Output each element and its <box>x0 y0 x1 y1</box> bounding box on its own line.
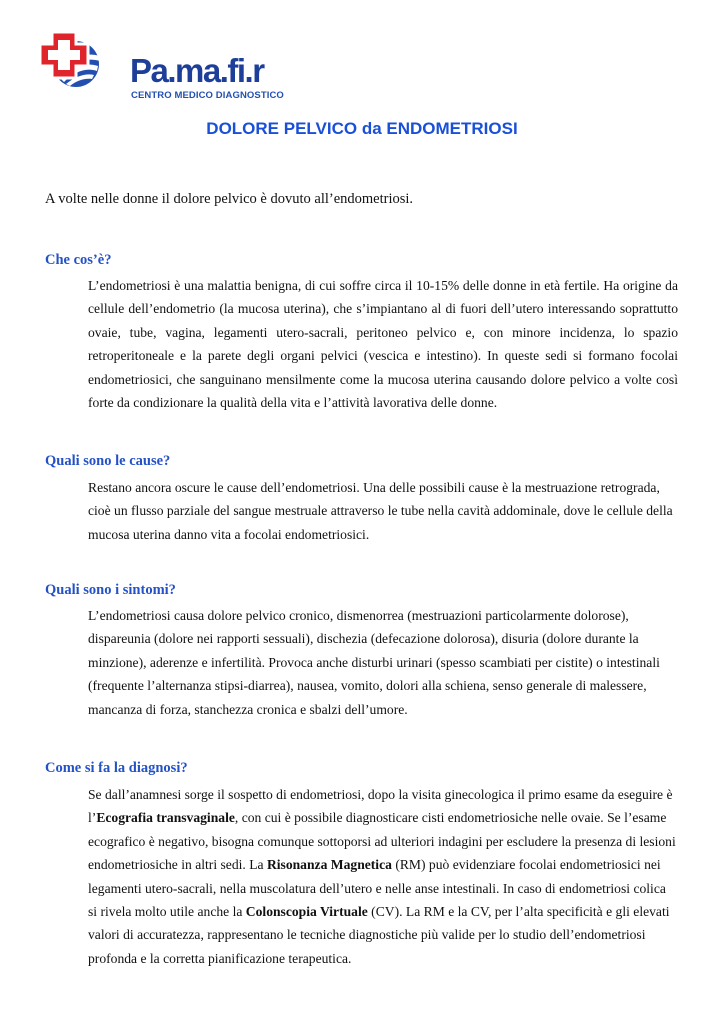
document-title: DOLORE PELVICO da ENDOMETRIOSI <box>206 119 518 138</box>
diagnosis-term-ecografia: Ecografia transvaginale <box>96 810 235 826</box>
logo-name: Pa.ma.fi.r <box>130 52 264 89</box>
diagnosis-term-colonscopia: Colonscopia Virtuale <box>245 904 368 920</box>
section-heading-causes: Quali sono le cause? <box>45 453 171 469</box>
section-heading-symptoms: Quali sono i sintomi? <box>45 582 176 598</box>
section-heading-diagnosis: Come si fa la diagnosi? <box>45 760 188 776</box>
logo <box>36 26 284 101</box>
diagnosis-text-4: (CV). La RM e la CV, per l’alta specificità e gli elevati valori di accuratezza, rappresentano le tecniche diagnostiche più valide per lo studio dell’endometriosi profonda e la corretta pianificazione terapeutica. <box>88 904 670 966</box>
logo-emblem-icon <box>36 26 126 90</box>
diagnosis-text-3: (RM) può evidenziare focolai endometriosici nei legamenti utero-sacrali, nella muscolatura dell’utero e nelle anse intestinali. In caso di endometriosi colica si rivela molto utile anche la <box>88 857 666 920</box>
diagnosis-text-2: , con cui è possibile diagnosticare cisti endometriosiche nelle ovaie. Se l’esame ecografico è negativo, bisogna comunque sottoporsi ad ulteriori indagini per escludere la presenza di lesioni endometriosiche in altri sedi. La <box>88 810 676 873</box>
section-body-diagnosis <box>88 783 678 970</box>
diagnosis-term-risonanza: Risonanza Magnetica <box>266 857 392 873</box>
section-body-causes: Restano ancora oscure le cause dell’endometriosi. Una delle possibili cause è la mestruazione retrograda, cioè un flusso parziale del sangue mestruale attraverso le tube nella cavità addominale, dove le cellule della mucosa uterina danno vita a focolai endometriosici. <box>88 480 673 542</box>
section-heading-what: Che cos’è? <box>45 252 112 268</box>
intro-text: A volte nelle donne il dolore pelvico è dovuto all’endometriosi. <box>45 191 414 207</box>
logo-subtitle: CENTRO MEDICO DIAGNOSTICO <box>131 90 284 101</box>
section-body-symptoms: L’endometriosi causa dolore pelvico cronico, dismenorrea (mestruazioni particolarmente dolorose), dispareunia (dolore nei rapporti sessuali), dischezia (defecazione dolorosa), disuria (dolore durante la minzione), aderenze e infertilità. Provoca anche disturbi urinari (spesso scambiati per cistite) o intestinali (frequente l’alternanza stipsi-diarrea), nausea, vomito, dolori alla schiena, senso generale di malessere, mancanza di forza, stanchezza cronica e sbalzi dell’umore. <box>88 608 660 717</box>
diagnosis-text-1: Se dall’anamnesi sorge il sospetto di endometriosi, dopo la visita ginecologica il primo esame da eseguire è l’ <box>88 787 673 826</box>
section-body-what: L’endometriosi è una malattia benigna, di cui soffre circa il 10-15% delle donne in età fertile. Ha origine da cellule dell’endometrio (la mucosa uterina), che s’impiantano al di fuori dell’utero interessando soprattutto ovaie, tube, vagina, legamenti utero-sacrali, peritoneo pelvico e, con minore incidenza, lo spazio retroperitoneale e la parete degli organi pelvici (vescica e intestino). In queste sedi si formano focolai endometriosici, che sanguinano mensilmente come la mucosa uterina causando dolore pelvico a volte così forte da condizionare la qualità della vita e l’attività lavorativa delle donne. <box>88 278 678 411</box>
